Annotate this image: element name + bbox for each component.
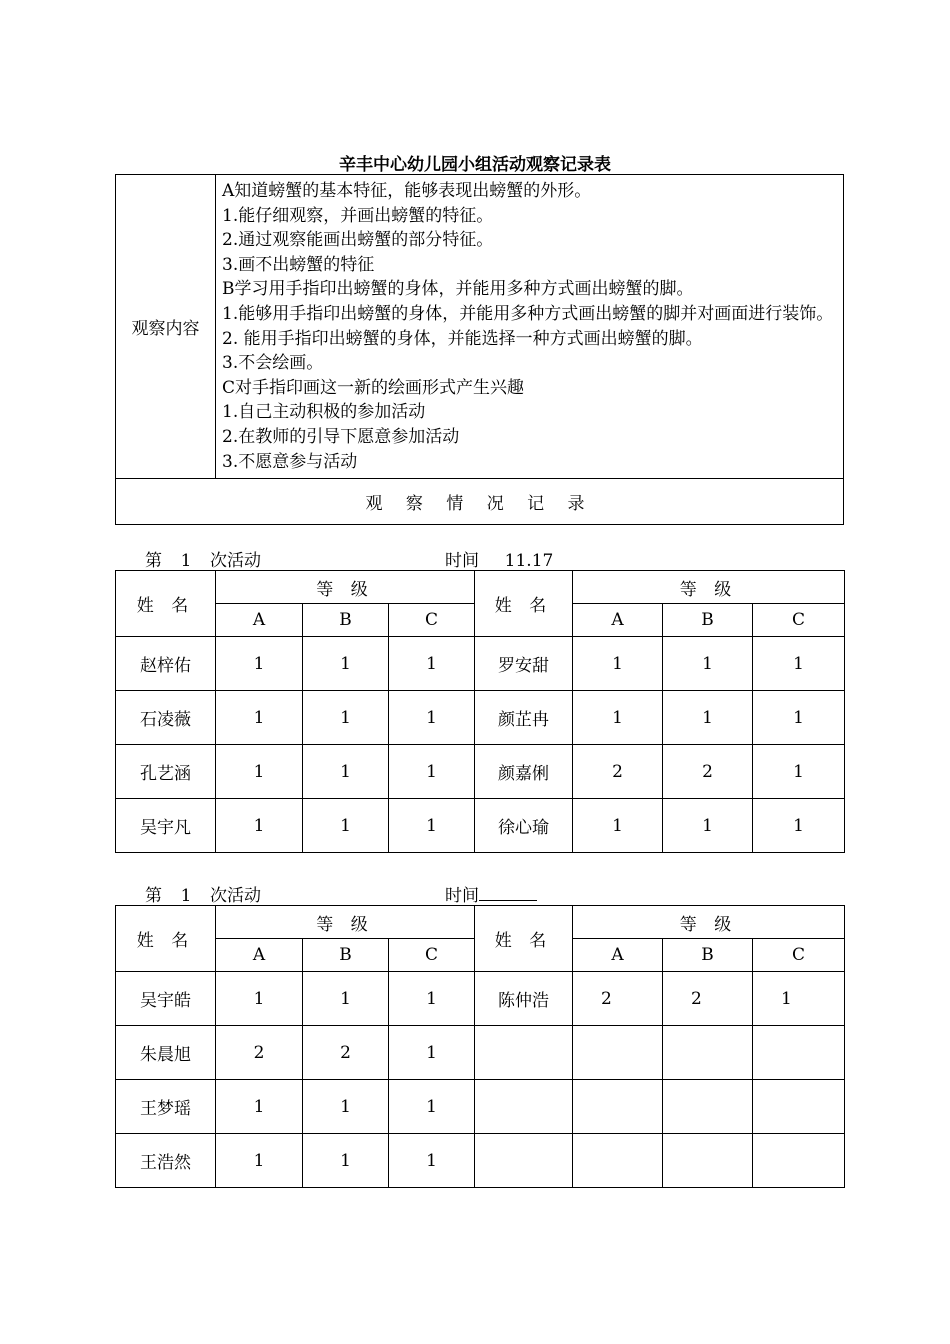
table-row [116,1134,845,1188]
grade-cell: 2 [303,1026,389,1080]
student-name: 吴宇皓 [116,972,216,1026]
grade-cell: 1 [663,637,753,691]
observation-line: 3.不愿意参与活动 [222,451,358,472]
grade-cell [573,1026,663,1080]
student-name: 陈仲浩 [475,972,573,1026]
grade-c-header: C [389,939,475,972]
grade-b-header: B [663,939,753,972]
session-header [145,881,479,906]
session-number: 1 [162,552,210,571]
time-value [479,882,537,901]
grade-cell: 1 [389,691,475,745]
table-row [116,691,845,745]
session-prefix: 第 [145,551,162,571]
grade-b-header: B [303,604,389,637]
grade-cell: 1 [216,799,303,853]
grade-cell [663,1134,753,1188]
grade-header: 等 级 [573,571,845,604]
session-time [445,881,537,906]
session-suffix: 次活动 [210,886,261,906]
page-title: 辛丰中心幼儿园小组活动观察记录表 [339,155,611,175]
grade-cell: 1 [216,637,303,691]
grade-cell: 1 [303,799,389,853]
grade-cell: 1 [753,691,845,745]
grade-cell [573,1134,663,1188]
observation-line: C对手指印画这一新的绘画形式产生兴趣 [222,377,525,398]
student-name: 赵梓佑 [116,637,216,691]
observation-line: 1.自己主动积极的参加活动 [222,402,426,423]
session-prefix: 第 [145,886,162,906]
grade-cell: 1 [663,799,753,853]
time-label: 时间 [445,886,479,906]
grade-cell: 1 [753,972,845,1026]
student-name: 朱晨旭 [116,1026,216,1080]
observation-line: B学习用手指印出螃蟹的身体，并能用多种方式画出螃蟹的脚。 [222,279,694,300]
observation-line: A知道螃蟹的基本特征，能够表现出螃蟹的外形。 [222,181,592,201]
time-label: 时间 [445,551,479,571]
session-number: 1 [162,887,210,906]
session-header [145,546,554,571]
grade-header: 等 级 [216,906,475,939]
student-name: 王梦瑶 [116,1080,216,1134]
observation-line: 2.通过观察能画出螃蟹的部分特征。 [222,230,494,251]
table-row [116,1080,845,1134]
time-value: 11.17 [479,552,579,571]
student-name [475,1080,573,1134]
grade-a-header: A [573,604,663,637]
observation-line: 3.不会绘画。 [222,353,324,374]
grade-cell: 1 [303,637,389,691]
grade-a-header: A [216,939,303,972]
grade-cell: 2 [573,972,663,1026]
grade-cell: 2 [573,745,663,799]
grade-c-header: C [753,604,845,637]
session-suffix: 次活动 [210,551,261,571]
grade-a-header: A [216,604,303,637]
grade-cell: 1 [303,972,389,1026]
observation-line: 3.画不出螃蟹的特征 [222,254,375,275]
grade-cell: 1 [753,637,845,691]
grade-cell: 1 [389,1080,475,1134]
grade-cell: 1 [216,745,303,799]
grade-cell [663,1026,753,1080]
grade-cell: 1 [216,1080,303,1134]
student-name: 颜嘉俐 [475,745,573,799]
grade-cell: 2 [663,972,753,1026]
grade-cell: 2 [663,745,753,799]
student-name: 王浩然 [116,1134,216,1188]
grade-cell [573,1080,663,1134]
grade-cell: 1 [573,799,663,853]
observation-label: 观察内容 [116,175,216,479]
name-header: 姓 名 [116,571,216,637]
grade-header: 等 级 [573,906,845,939]
grade-cell: 1 [303,745,389,799]
observation-content [216,175,844,479]
grade-b-header: B [663,604,753,637]
student-name [475,1134,573,1188]
name-header: 姓 名 [475,906,573,972]
record-heading: 观 察 情 况 记 录 [116,479,844,525]
grade-c-header: C [753,939,845,972]
observation-line: 1.能够用手指印出螃蟹的身体，并能用多种方式画出螃蟹的脚并对画面进行装饰。 [222,303,834,324]
grade-cell: 1 [389,637,475,691]
grade-table [115,570,845,853]
student-name: 罗安甜 [475,637,573,691]
observation-table [115,174,844,525]
observation-line: 2.在教师的引导下愿意参加活动 [222,426,460,447]
name-header: 姓 名 [475,571,573,637]
student-name: 孔艺涵 [116,745,216,799]
grade-cell [753,1134,845,1188]
grade-table [115,905,845,1188]
grade-a-header: A [573,939,663,972]
grade-cell: 1 [389,745,475,799]
student-name: 徐心瑜 [475,799,573,853]
grade-cell: 1 [216,972,303,1026]
grade-cell: 1 [663,691,753,745]
grade-c-header: C [389,604,475,637]
grade-cell: 1 [753,799,845,853]
grade-b-header: B [303,939,389,972]
grade-cell: 1 [389,972,475,1026]
grade-cell: 2 [216,1026,303,1080]
table-row [116,1026,845,1080]
observation-line: 1.能仔细观察，并画出螃蟹的特征。 [222,205,494,226]
observation-line: 2. 能用手指印出螃蟹的身体，并能选择一种方式画出螃蟹的脚。 [222,328,703,349]
grade-cell: 1 [216,691,303,745]
grade-header: 等 级 [216,571,475,604]
grade-cell [753,1080,845,1134]
grade-cell: 1 [753,745,845,799]
table-row [116,745,845,799]
student-name: 石凌薇 [116,691,216,745]
table-row [116,972,845,1026]
grade-cell [753,1026,845,1080]
grade-cell [663,1080,753,1134]
student-name [475,1026,573,1080]
grade-cell: 1 [389,1134,475,1188]
grade-cell: 1 [573,637,663,691]
table-row [116,637,845,691]
grade-cell: 1 [389,799,475,853]
name-header: 姓 名 [116,906,216,972]
grade-cell: 1 [389,1026,475,1080]
grade-cell: 1 [303,1080,389,1134]
session-time [445,546,579,571]
grade-cell: 1 [303,691,389,745]
grade-cell: 1 [216,1134,303,1188]
grade-cell: 1 [573,691,663,745]
table-row [116,799,845,853]
grade-cell: 1 [303,1134,389,1188]
student-name: 颜芷冉 [475,691,573,745]
student-name: 吴宇凡 [116,799,216,853]
